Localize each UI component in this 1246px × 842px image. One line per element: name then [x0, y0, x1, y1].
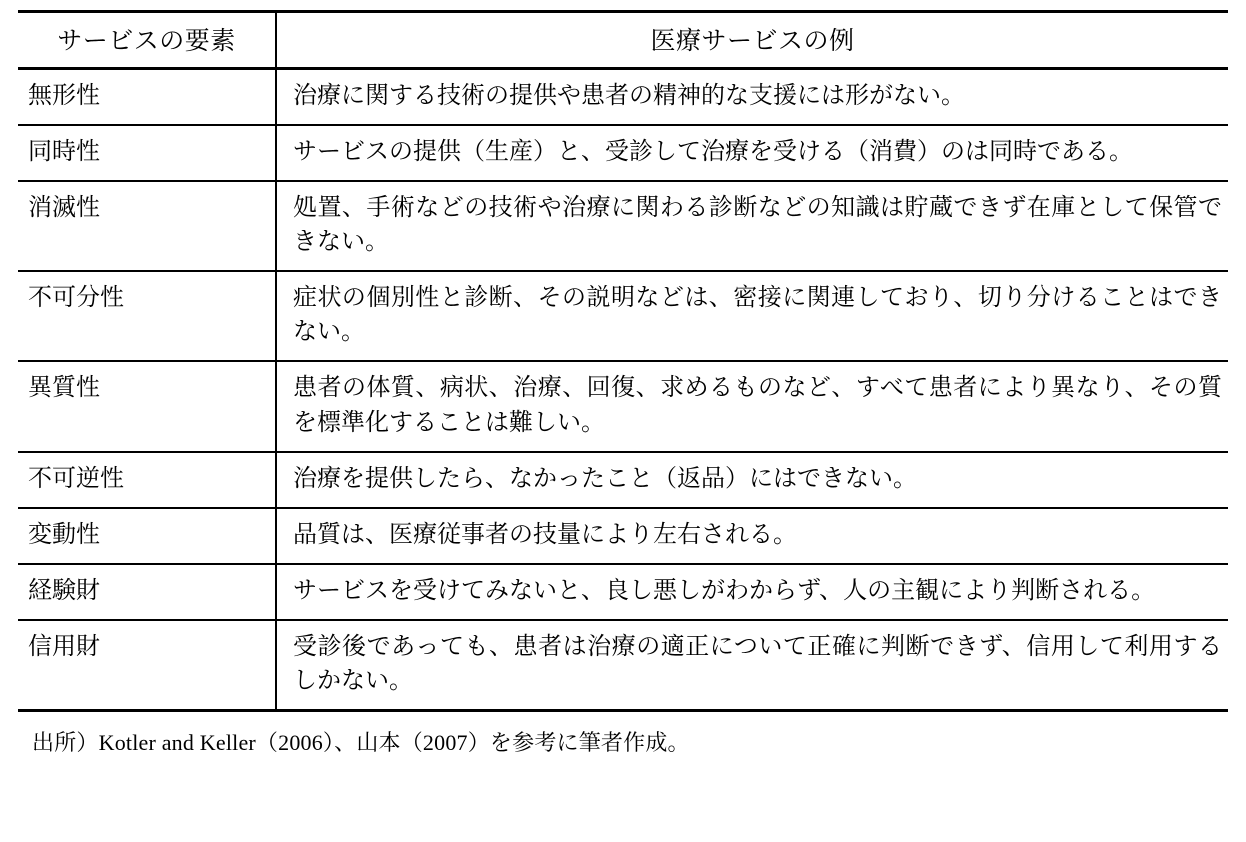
table-row	[18, 125, 1228, 181]
table-body	[18, 69, 1228, 711]
table-row	[18, 69, 1228, 126]
cell-element: 消滅性	[18, 181, 276, 271]
cell-element: 無形性	[18, 69, 276, 126]
cell-example: 処置、手術などの技術や治療に関わる診断などの知識は貯蔵できず在庫として保管できない。	[276, 181, 1228, 271]
cell-element: 不可逆性	[18, 452, 276, 508]
cell-element: 同時性	[18, 125, 276, 181]
cell-element: 変動性	[18, 508, 276, 564]
cell-example: サービスを受けてみないと、良し悪しがわからず、人の主観により判断される。	[276, 564, 1228, 620]
column-header-element: サービスの要素	[18, 12, 276, 69]
column-header-example: 医療サービスの例	[276, 12, 1228, 69]
cell-element: 不可分性	[18, 271, 276, 361]
table-row	[18, 361, 1228, 451]
table-row	[18, 452, 1228, 508]
cell-element: 異質性	[18, 361, 276, 451]
source-note: 出所）Kotler and Keller（2006）、山本（2007）を参考に筆者作成。	[32, 730, 690, 756]
table-header	[18, 12, 1228, 69]
table-row	[18, 271, 1228, 361]
cell-example: 受診後であっても、患者は治療の適正について正確に判断できず、信用して利用するしかない。	[276, 620, 1228, 711]
cell-element: 信用財	[18, 620, 276, 711]
table-row	[18, 564, 1228, 620]
cell-example: 患者の体質、病状、治療、回復、求めるものなど、すべて患者により異なり、その質を標準化することは難しい。	[276, 361, 1228, 451]
cell-example: サービスの提供（生産）と、受診して治療を受ける（消費）のは同時である。	[276, 125, 1228, 181]
table-row	[18, 620, 1228, 711]
cell-element: 経験財	[18, 564, 276, 620]
table-header-row	[18, 12, 1228, 69]
service-elements-table	[18, 10, 1228, 712]
cell-example: 治療に関する技術の提供や患者の精神的な支援には形がない。	[276, 69, 1228, 126]
table-row	[18, 181, 1228, 271]
cell-example: 品質は、医療従事者の技量により左右される。	[276, 508, 1228, 564]
cell-example: 症状の個別性と診断、その説明などは、密接に関連しており、切り分けることはできない。	[276, 271, 1228, 361]
cell-example: 治療を提供したら、なかったこと（返品）にはできない。	[276, 452, 1228, 508]
table-row	[18, 508, 1228, 564]
